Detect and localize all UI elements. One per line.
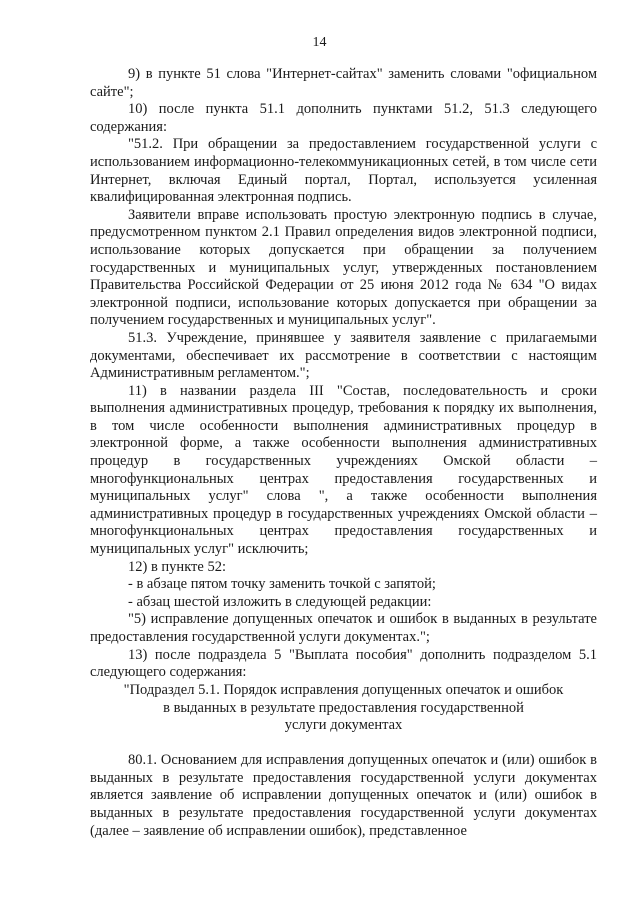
paragraph-item-12-sub-2: - абзац шестой изложить в следующей редакции: (128, 593, 432, 610)
paragraph-item-10: 10) после пункта 51.1 дополнить пунктами 51.2, 51.3 следующего содержания: (90, 101, 597, 135)
subsection-heading (90, 682, 597, 735)
subsection-heading-line-2: в выданных в результате предоставления государственной (163, 699, 524, 716)
paragraph-item-12: 12) в пункте 52: (128, 558, 226, 575)
paragraph-51-2: "51.2. При обращении за предоставлением государственной услуги с использованием информационно-телекоммуникационных сетей, в том числе сети Интернет, включая Единый портал, Портал, используется усиленная квалифицированная электронная подпись. (90, 136, 597, 206)
paragraph-item-11: 11) в названии раздела III "Состав, последовательность и сроки выполнения административных процедур, требования к порядку их выполнения, в том числе особенности выполнения административных процедур в электронной форме, а также особенности выполнения административных процедур в государственных учреждениях Омской области – многофункциональных центрах предоставления государственных и муниципальных услуг" слова ", а также особенности выполнения административных процедур в государственных учреждениях Омской области – многофункциональных центрах предоставления государственных и муниципальных услуг" исключить; (90, 382, 597, 558)
document-body (90, 66, 597, 840)
paragraph-simple-signature: Заявители вправе использовать простую электронную подпись в случае, предусмотренном пунктом 2.1 Правил определения видов электронной подписи, использование которых допускается при обращении за получением государственных и муниципальных услуг, утвержденных постановлением Правительства Российской Федерации от 25 июня 2012 года № 634 "О видах электронной подписи, использование которых допускается при обращении за получением государственных и муниципальных услуг". (90, 206, 597, 329)
page-number: 14 (312, 35, 327, 50)
paragraph-80-1: 80.1. Основанием для исправления допущенных опечаток и (или) ошибок в выданных в результате предоставления государственной услуги документах является заявление об исправлении допущенных опечаток и (или) ошибок в выданных в результате предоставления государственной услуги документах (далее – заявление об исправлении ошибок), представленное (90, 752, 597, 839)
paragraph-item-13: 13) после подраздела 5 "Выплата пособия" дополнить подразделом 5.1 следующего содержания: (90, 646, 597, 681)
paragraph-item-12-sub-1: - в абзаце пятом точку заменить точкой с запятой; (128, 576, 436, 593)
paragraph-item-12-quote: "5) исправление допущенных опечаток и ошибок в выданных в результате предоставления государственной услуги документах."; (90, 611, 597, 645)
subsection-heading-line-1: "Подраздел 5.1. Порядок исправления допущенных опечаток и ошибок (123, 681, 564, 698)
paragraph-item-9: 9) в пункте 51 слова "Интернет-сайтах" заменить словами "официальном сайте"; (90, 66, 597, 100)
paragraph-51-3: 51.3. Учреждение, принявшее у заявителя заявление с прилагаемыми документами, обеспечивает их рассмотрение в соответствии с настоящим Административным регламентом."; (90, 329, 597, 382)
subsection-heading-line-3: услуги документах (284, 717, 403, 734)
